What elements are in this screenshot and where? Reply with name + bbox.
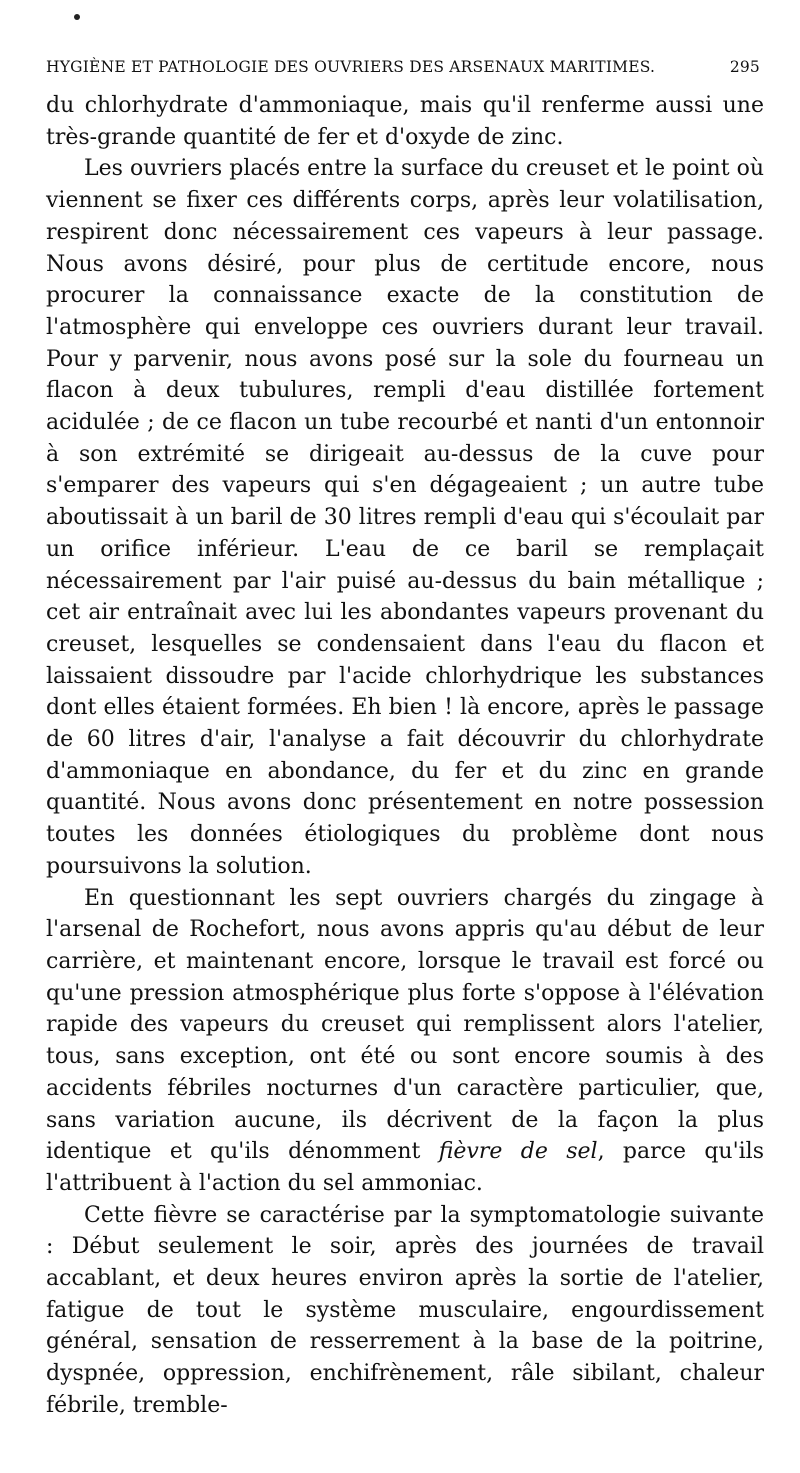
running-header (46, 58, 764, 76)
running-title: HYGIÈNE ET PATHOLOGIE DES OUVRIERS DES ARSENAUX MARITIMES. (46, 58, 656, 76)
paragraph-text-after: , parce qu'ils l'attribuent à l'action du sel ammoniac. (46, 1139, 765, 1196)
paragraph-continuation: du chlorhydrate d'ammoniaque, mais qu'il renferme aussi une très-grande quantité de fer et d'oxyde de zinc. (46, 93, 764, 150)
italic-term: fièvre de sel (438, 1139, 598, 1165)
paragraph-symptomatologie: Cette fièvre se caractérise par la symptomatologie suivante : Début seulement le soir, après des journées de travail accablant, et deux heures environ après la sortie de l'atelier, fatigue de tout le système musculaire, engourdissement général, sensation de resserrement à la base de la poitrine, dyspnée, oppression, enchifrènement, râle sibilant, chaleur fébrile, tremble- (46, 1202, 764, 1418)
body-text (46, 90, 764, 1422)
paragraph-text-before: En questionnant les sept ouvriers chargés du zingage à l'arsenal de Rochefort, nous avons appris qu'au début de leur carrière, et maintenant encore, lorsque le travail est forcé ou qu'une pression atmosphérique plus forte s'oppose à l'élévation rapide des vapeurs du creuset qui remplissent alors l'atelier, tous, sans exception, ont été ou sont encore soumis à des accidents fébriles nocturnes d'un caractère particulier, que, sans variation aucune, ils décrivent de la façon la plus identique et qu'ils dénomment (46, 885, 764, 1165)
paragraph-fievre-de-sel (46, 883, 764, 1200)
page-number: 295 (729, 58, 760, 76)
paragraph-vapeurs-experiment: Les ouvriers placés entre la surface du creuset et le point où viennent se fixer ces différents corps, après leur volatilisation, respirent donc nécessairement ces vapeurs à leur passage. Nous avons désiré, pour plus de certitude encore, nous procurer la connaissance exacte de la constitution de l'atmosphère qui enveloppe ces ouvriers durant leur travail. Pour y parvenir, nous avons posé sur la sole du fourneau un flacon à deux tubulures, rempli d'eau distillée fortement acidulée ; de ce flacon un tube recourbé et nanti d'un entonnoir à son extrémité se dirigeait au-dessus de la cuve pour s'emparer des vapeurs qui s'en dégageaient ; un autre tube aboutissait à un baril de 30 litres rempli d'eau qui s'écoulait par un orifice inférieur. L'eau de ce baril se remplaçait nécessairement par l'air puisé au-dessus du bain métallique ; cet air entraînait avec lui les abondantes vapeurs provenant du creuset, lesquelles se condensaient dans l'eau du flacon et laissaient dissoudre par l'acide chlorhydrique les substances dont elles étaient formées. Eh bien ! là encore, après le passage de 60 litres d'air, l'analyse a fait découvrir du chlorhydrate d'ammoniaque en abondance, du fer et du zinc en grande quantité. Nous avons donc présentement en notre possession toutes les données étiologiques du problème dont nous poursuivons la solution. (46, 156, 764, 879)
ink-spot (74, 14, 80, 20)
